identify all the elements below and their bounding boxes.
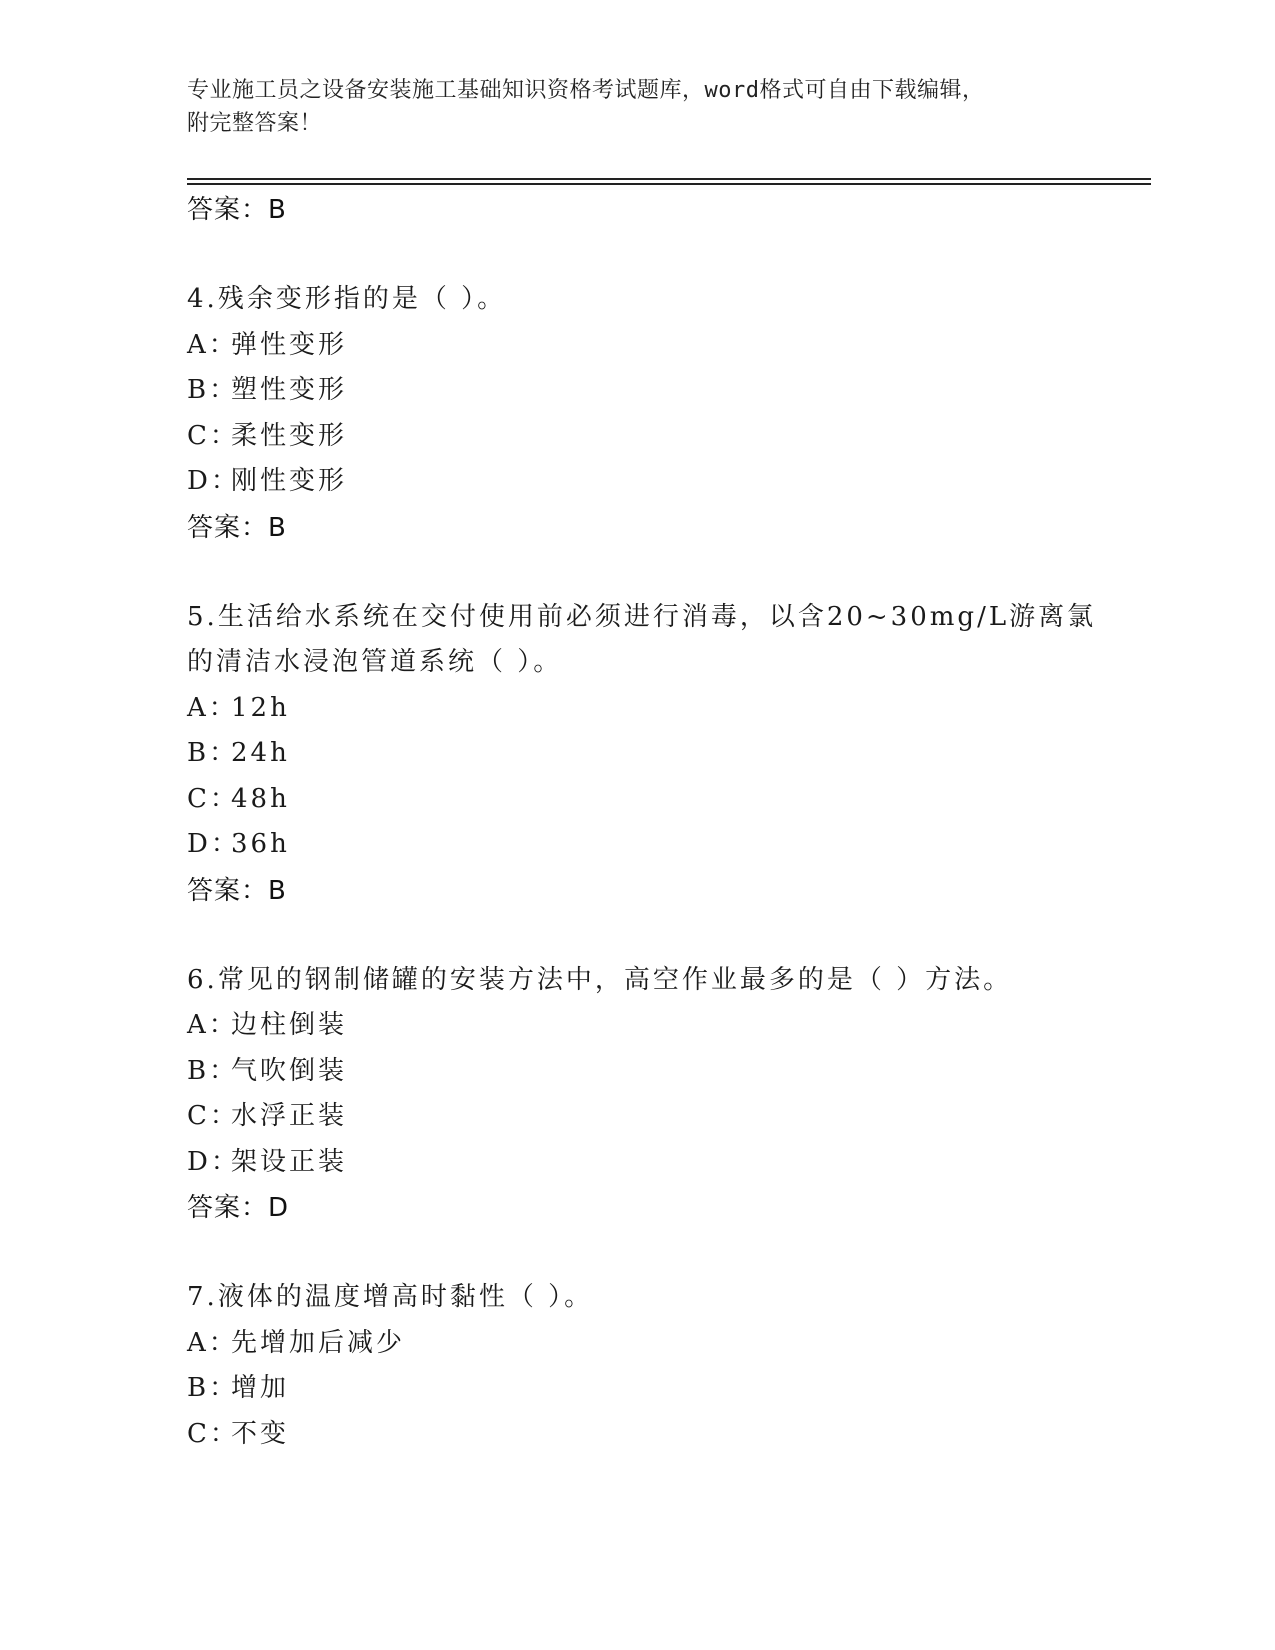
option-key: D： xyxy=(187,1146,240,1177)
header-title-line-1: 专业施工员之设备安装施工基础知识资格考试题库，word格式可自由下载编辑， xyxy=(187,78,985,103)
question-5 xyxy=(187,595,1097,914)
option-a xyxy=(187,323,1087,369)
question-stem: 残余变形指的是（ ）。 xyxy=(217,284,507,314)
question-7 xyxy=(187,1275,1087,1457)
question-text xyxy=(187,277,1087,323)
option-key: B： xyxy=(187,1373,239,1403)
answer-line: 答案：B xyxy=(187,875,287,906)
option-text: 气吹倒装 xyxy=(231,1055,348,1086)
document-header xyxy=(187,74,1067,140)
question-stem: 生活给水系统在交付使用前必须进行消毒，以含20~30mg/L游离氯 xyxy=(217,601,1097,632)
option-d xyxy=(187,459,1087,505)
question-text xyxy=(187,958,1087,1004)
header-divider-bottom xyxy=(187,183,1151,185)
option-text: 先增加后减少 xyxy=(231,1327,406,1358)
option-c xyxy=(187,777,1087,823)
option-a xyxy=(187,1003,1087,1049)
option-key: A： xyxy=(187,1010,238,1040)
option-text: 12h xyxy=(231,692,290,723)
option-key: B： xyxy=(187,738,239,768)
option-b xyxy=(187,731,1087,777)
option-text: 增加 xyxy=(231,1373,290,1403)
option-text: 柔性变形 xyxy=(231,420,348,451)
option-key: D： xyxy=(187,466,240,496)
option-d xyxy=(187,822,1087,868)
question-text xyxy=(187,1275,1087,1321)
option-text: 边柱倒装 xyxy=(231,1010,348,1040)
question-stem: 常见的钢制储罐的安装方法中，高空作业最多的是（ ）方法。 xyxy=(217,964,1013,995)
option-c xyxy=(187,1094,1087,1140)
option-key: C： xyxy=(187,420,239,451)
option-b xyxy=(187,1366,1087,1412)
option-text: 48h xyxy=(231,783,290,814)
option-key: C： xyxy=(187,1101,239,1131)
option-text: 刚性变形 xyxy=(231,466,348,496)
option-key: C： xyxy=(187,783,239,814)
question-list xyxy=(187,187,1097,1457)
option-key: C： xyxy=(187,1418,239,1449)
option-text: 36h xyxy=(231,829,290,859)
option-text: 塑性变形 xyxy=(231,375,348,405)
header-title-line-2: 附完整答案！ xyxy=(187,111,323,136)
option-c xyxy=(187,414,1087,460)
option-key: B： xyxy=(187,1055,239,1086)
question-number: 5. xyxy=(187,601,218,632)
question-stem-line-2: 的清洁水浸泡管道系统（ ）。 xyxy=(187,647,563,677)
question-text xyxy=(187,595,1097,686)
answer-line: 答案：B xyxy=(187,512,287,543)
option-d xyxy=(187,1140,1087,1186)
option-text: 水浮正装 xyxy=(231,1101,348,1131)
question-number: 6. xyxy=(187,964,218,995)
option-text: 不变 xyxy=(231,1418,290,1449)
option-b xyxy=(187,368,1087,414)
option-a xyxy=(187,686,1087,732)
question-6 xyxy=(187,958,1087,1232)
option-key: D： xyxy=(187,829,240,859)
question-4 xyxy=(187,277,1087,551)
option-key: A： xyxy=(187,692,238,723)
header-divider-top xyxy=(187,178,1151,180)
option-a xyxy=(187,1321,1087,1367)
option-b xyxy=(187,1049,1087,1095)
question-stem: 液体的温度增高时黏性（ ）。 xyxy=(217,1282,594,1312)
question-number: 4. xyxy=(187,284,218,314)
question-stem-line-1 xyxy=(187,595,1097,641)
option-text: 架设正装 xyxy=(231,1146,348,1177)
previous-answer: 答案：B xyxy=(187,195,287,225)
option-key: A： xyxy=(187,1327,238,1358)
question-number: 7. xyxy=(187,1282,218,1312)
option-text: 弹性变形 xyxy=(231,329,348,360)
option-key: A： xyxy=(187,329,238,360)
option-c xyxy=(187,1412,1087,1458)
option-text: 24h xyxy=(231,738,290,768)
option-key: B： xyxy=(187,375,239,405)
answer-line: 答案：D xyxy=(187,1193,290,1223)
